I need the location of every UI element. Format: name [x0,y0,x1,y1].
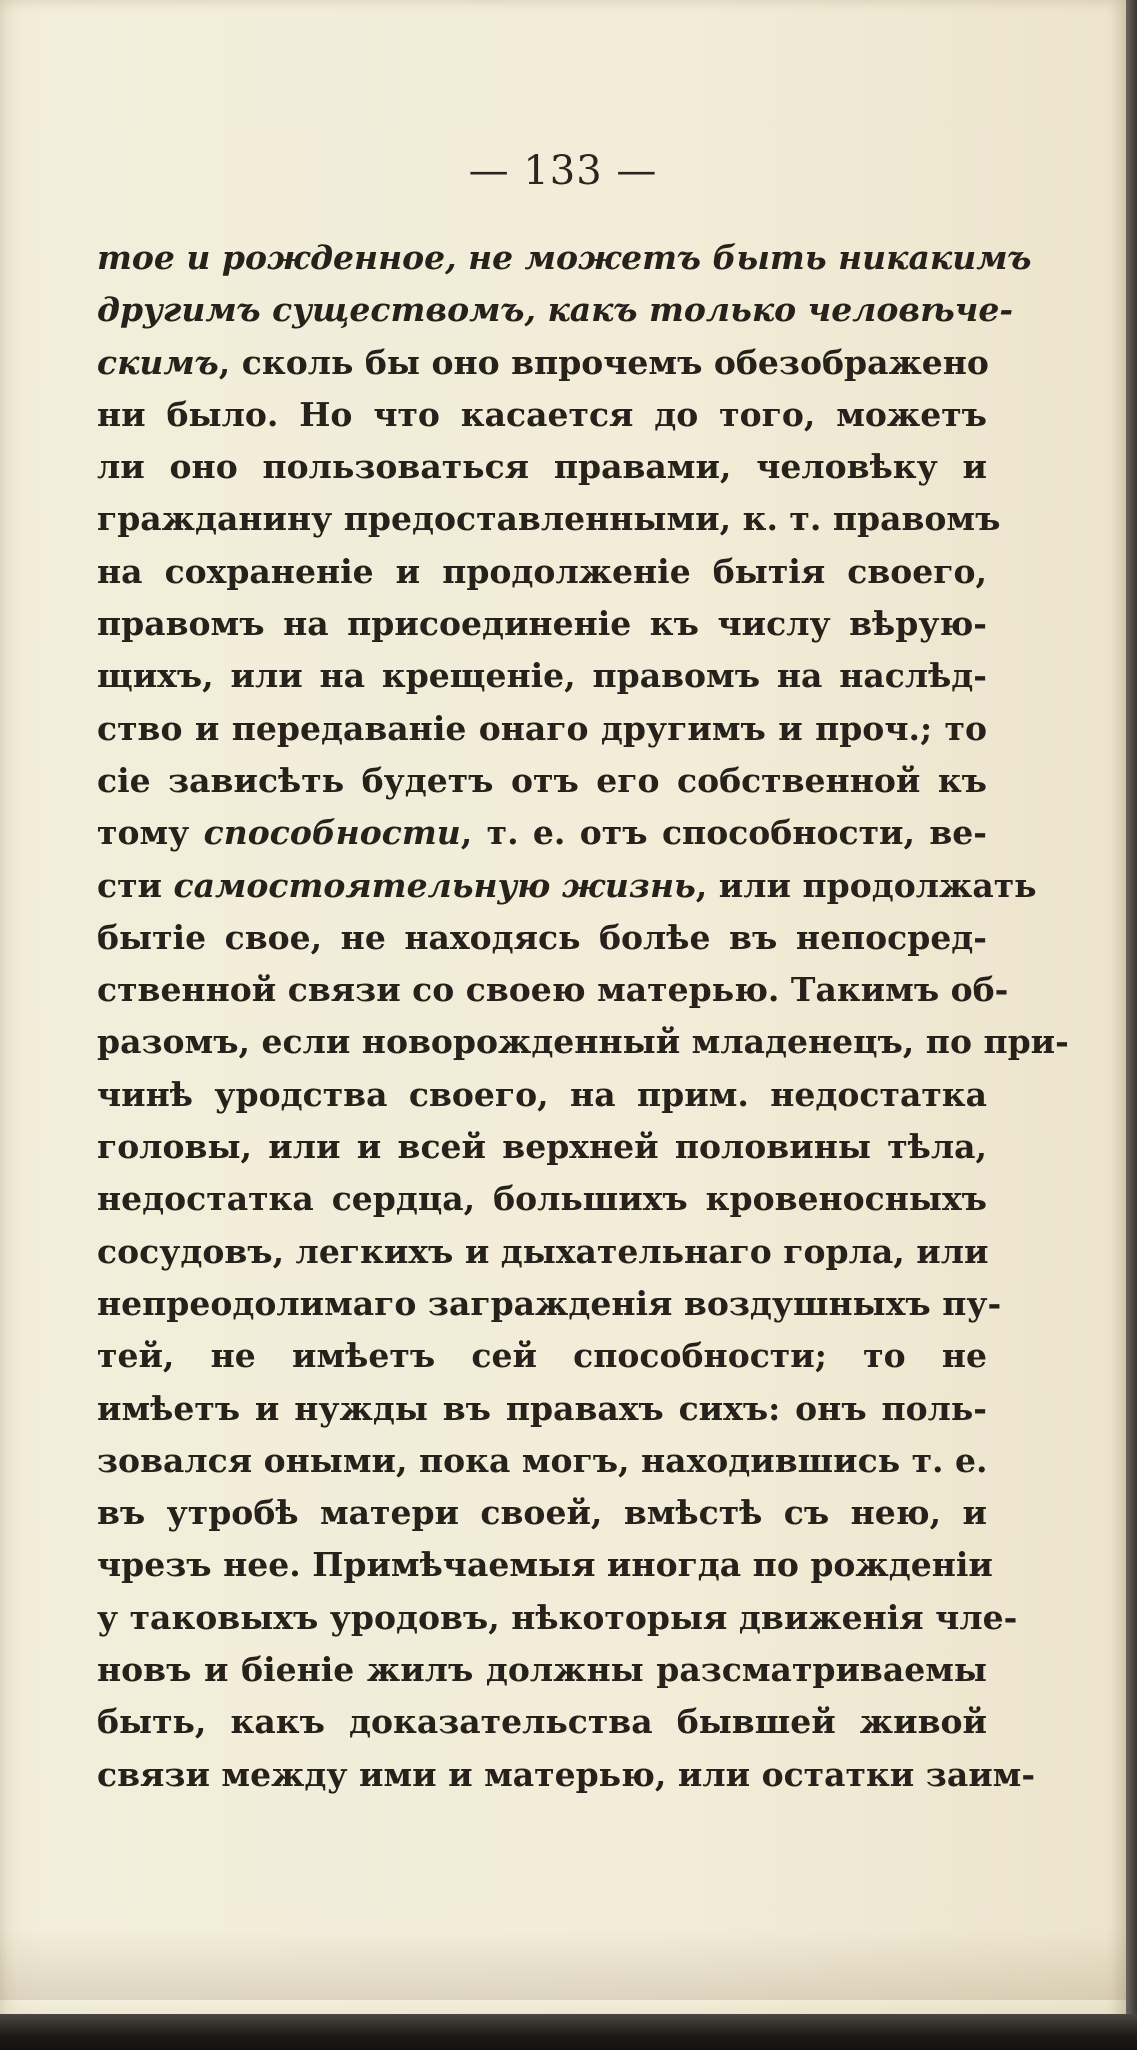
text-line [97,1069,987,1121]
text-line [97,703,987,755]
text-segment: щихъ, или на крещеніе, правомъ на наслѣд- [97,656,987,696]
text-line [97,1383,987,1435]
text-segment: непреодолимаго загражденія воздушныхъ пу- [97,1283,1002,1323]
text-segment: тей, не имѣетъ сей способности; то не [97,1336,987,1376]
text-segment: связи между ими и матерью, или остатки заим- [97,1754,1036,1794]
text-segment: быть, какъ доказательства бывшей живой [97,1702,987,1742]
page-number: — 133 — [468,148,658,194]
text-line [97,964,1009,1016]
text-segment: , т. е. отъ способности, ве- [460,813,987,853]
text-line [97,1749,1036,1801]
page-bottom-shadow [0,1930,1126,2000]
text-segment: , сколь бы оно впрочемъ обезображено [218,342,989,382]
text-segment: ни было. Но что касается до того, можетъ [97,394,987,434]
text-line [97,1487,987,1539]
text-segment: , или продолжать [695,865,1037,905]
scan-bottom-border [0,2014,1137,2050]
text-line [97,493,1001,545]
text-line [97,1226,987,1278]
text-line [97,546,987,598]
text-line [97,1173,987,1225]
text-line [97,1592,1018,1644]
text-segment: чинѣ уродства своего, на прим. недостатка [97,1074,987,1114]
text-line [97,1121,987,1173]
text-segment: ство и передаваніе онаго другимъ и проч.; то [97,708,987,748]
text-segment: ли оно пользоваться правами, человѣку и [97,447,987,487]
text-segment: новъ и біеніе жилъ должны разсматриваемы [97,1650,987,1690]
text-line [97,650,987,702]
text-segment: въ утробѣ матери своей, вмѣстѣ съ нею, и [97,1493,987,1533]
italic-text: способности [203,813,461,853]
text-line [97,441,987,493]
text-line [97,1435,987,1487]
text-line [97,1278,1002,1330]
text-line [97,755,987,807]
text-segment: сіе зависѣть будетъ отъ его собственной къ [97,760,987,800]
text-segment: у таковыхъ уродовъ, нѣкоторыя движенія чле- [97,1597,1018,1637]
text-line [97,912,987,964]
text-line [97,1330,987,1382]
page-edge-right [1126,0,1137,2050]
text-line [97,1696,987,1748]
text-segment: разомъ, если новорожденный младенецъ, по при- [97,1022,1069,1062]
italic-text: тое и рожденное, не можетъ быть никакимъ [97,238,1032,277]
text-segment: чрезъ нее. Примѣчаемыя иногда по рожденіи [97,1545,993,1585]
text-segment: ственной связи со своею матерью. Такимъ об- [97,970,1009,1010]
text-segment: тому [97,813,204,853]
body-text [97,232,1069,1801]
text-line [97,284,1014,336]
text-segment: имѣетъ и нужды въ правахъ сихъ: онъ поль- [97,1388,987,1428]
text-line [97,807,987,859]
text-line [97,389,987,441]
text-line [97,1016,1069,1068]
text-line [97,337,987,389]
text-line [97,598,987,650]
italic-text: скимъ [97,342,219,382]
italic-text: другимъ существомъ, какъ только человѣче- [97,290,1014,330]
text-segment: зовался оными, пока могъ, находившись т. е. [97,1440,988,1480]
text-segment: сти [97,865,174,905]
text-segment: на сохраненіе и продолженіе бытія своего, [97,551,987,591]
italic-text: самостоятельную жизнь [173,865,696,905]
text-segment: правомъ на присоединеніе къ числу вѣрую- [97,604,987,644]
text-line [97,1644,987,1696]
text-segment: сосудовъ, легкихъ и дыхательнаго горла, или [97,1231,989,1271]
text-segment: гражданину предоставленными, к. т. правомъ [97,499,1001,539]
text-line [97,232,1032,284]
text-line [97,860,1037,912]
text-segment: недостатка сердца, большихъ кровеносныхъ [97,1179,987,1219]
text-line [97,1539,993,1591]
text-segment: бытіе свое, не находясь болѣе въ непосред- [97,917,987,957]
text-segment: головы, или и всей верхней половины тѣла, [97,1127,987,1167]
